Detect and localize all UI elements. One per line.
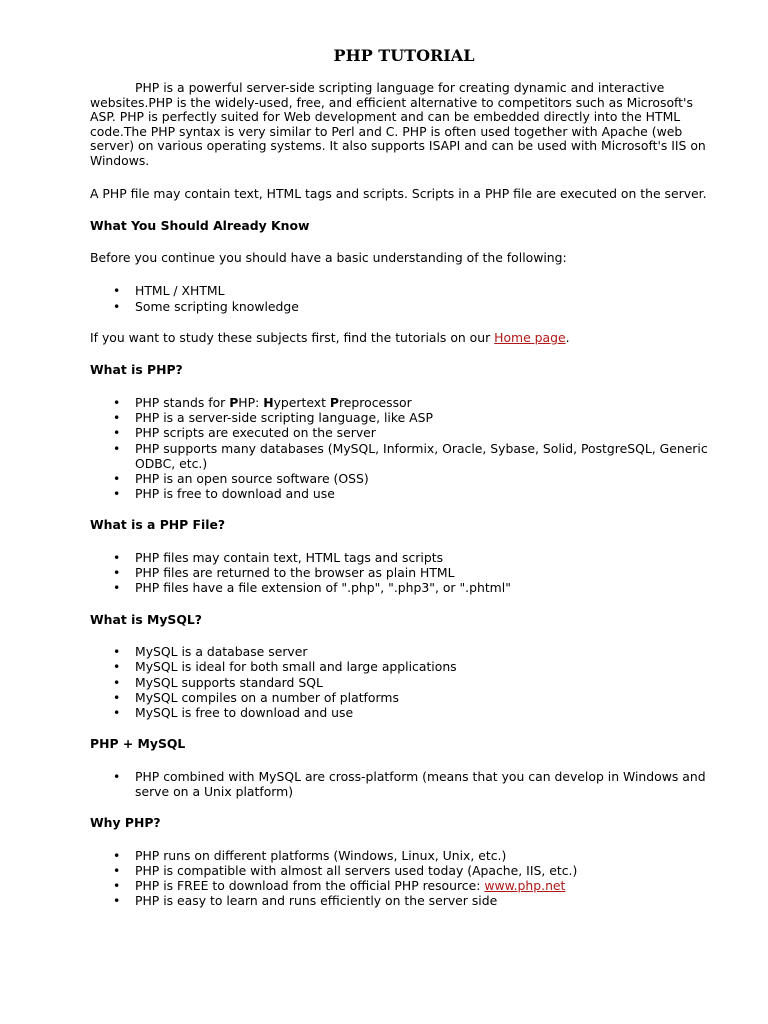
list-item: • PHP files have a file extension of ".php", ".php3", or ".phtml" (113, 580, 511, 596)
heading-php-file: What is a PHP File? (90, 517, 226, 533)
list-item: • PHP scripts are executed on the server (113, 425, 376, 441)
list-item: • PHP files may contain text, HTML tags and scripts (113, 549, 444, 565)
list-item: • PHP is FREE to download from the official PHP resource: www.php.net (113, 878, 566, 894)
list-item: • Some scripting knowledge (113, 298, 299, 314)
list-item: • MySQL is free to download and use (113, 704, 354, 720)
bullet-icon: • (113, 580, 121, 596)
bullet-icon: • (113, 689, 121, 705)
bullet-icon: • (113, 674, 121, 690)
list-item: • MySQL compiles on a number of platforms (113, 689, 399, 705)
home-page-link[interactable]: Home page (494, 329, 566, 345)
list-item: • PHP files are returned to the browser as plain HTML (113, 565, 455, 581)
list-item: • PHP stands for PHP: Hypertext Preprocessor (113, 394, 412, 410)
list-item: • MySQL supports standard SQL (113, 674, 323, 690)
bullet-icon: • (113, 394, 121, 410)
bullet-icon: • (113, 862, 121, 878)
heading-why-php: Why PHP? (90, 815, 161, 831)
list-item: • HTML / XHTML (113, 283, 225, 299)
list-item: • PHP is an open source software (OSS) (113, 470, 369, 486)
already-know-lead: Before you continue you should have a basic understanding of the following: (90, 249, 567, 265)
list-item: • PHP runs on different platforms (Windows, Linux, Unix, etc.) (113, 847, 507, 863)
bullet-icon: • (113, 659, 121, 675)
heading-what-is-mysql: What is MySQL? (90, 611, 202, 627)
bullet-icon: • (113, 847, 121, 863)
list-item: • PHP is compatible with almost all servers used today (Apache, IIS, etc.) (113, 862, 578, 878)
bullet-icon: • (113, 283, 121, 299)
bullet-icon: • (113, 704, 121, 720)
mysql-list (90, 644, 718, 720)
page-title: PHP TUTORIAL (333, 46, 475, 65)
bullet-icon: • (113, 893, 121, 909)
file-note-paragraph: A PHP file may contain text, HTML tags and scripts. Scripts in a PHP file are executed on the server. (90, 185, 707, 201)
php-net-link[interactable]: www.php.net (484, 878, 566, 894)
list-item: • PHP supports many databases (MySQL, Informix, Oracle, Sybase, Solid, PostgreSQL, Generic ODBC, etc.) (113, 440, 708, 471)
study-paragraph: If you want to study these subjects first, find the tutorials on our Home page. (90, 329, 570, 345)
bullet-icon: • (113, 644, 121, 660)
list-item: • MySQL is ideal for both small and large applications (113, 659, 457, 675)
bullet-icon: • (113, 298, 121, 314)
heading-php-mysql: PHP + MySQL (90, 736, 186, 752)
list-item: • PHP is free to download and use (113, 486, 335, 502)
bullet-icon: • (113, 549, 121, 565)
heading-already-know: What You Should Already Know (90, 218, 310, 234)
heading-what-is-php: What is PHP? (90, 362, 183, 378)
already-know-list (90, 283, 718, 313)
what-is-php-list (90, 395, 718, 501)
bullet-icon: • (113, 470, 121, 486)
bullet-icon: • (113, 440, 121, 456)
list-item: • PHP combined with MySQL are cross-platform (means that you can develop in Windows and serve on a Unix platform) (113, 768, 706, 799)
bullet-icon: • (113, 565, 121, 581)
list-item: • PHP is a server-side scripting language, like ASP (113, 410, 433, 426)
bullet-icon: • (113, 425, 121, 441)
php-file-list (90, 550, 718, 596)
intro-paragraph: PHP is a powerful server-side scripting language for creating dynamic and interactive websites.PHP is the widely-used, free, and efficient alternative to competitors such as Microsoft's ASP. PHP is perfectly suited for Web development and can be embedded directly into the HTML code.The PHP syntax is very similar to Perl and C. PHP is often used together with Apache (web server) on various operating systems. It also supports ISAPI and can be used with Microsoft's IIS on Windows. (90, 80, 706, 168)
list-item: • PHP is easy to learn and runs efficiently on the server side (113, 893, 498, 909)
bullet-icon: • (113, 486, 121, 502)
why-php-list (90, 848, 718, 909)
bullet-icon: • (113, 878, 121, 894)
bullet-icon: • (113, 410, 121, 426)
bullet-icon: • (113, 768, 121, 784)
php-mysql-list (90, 769, 718, 799)
list-item: • MySQL is a database server (113, 644, 308, 660)
